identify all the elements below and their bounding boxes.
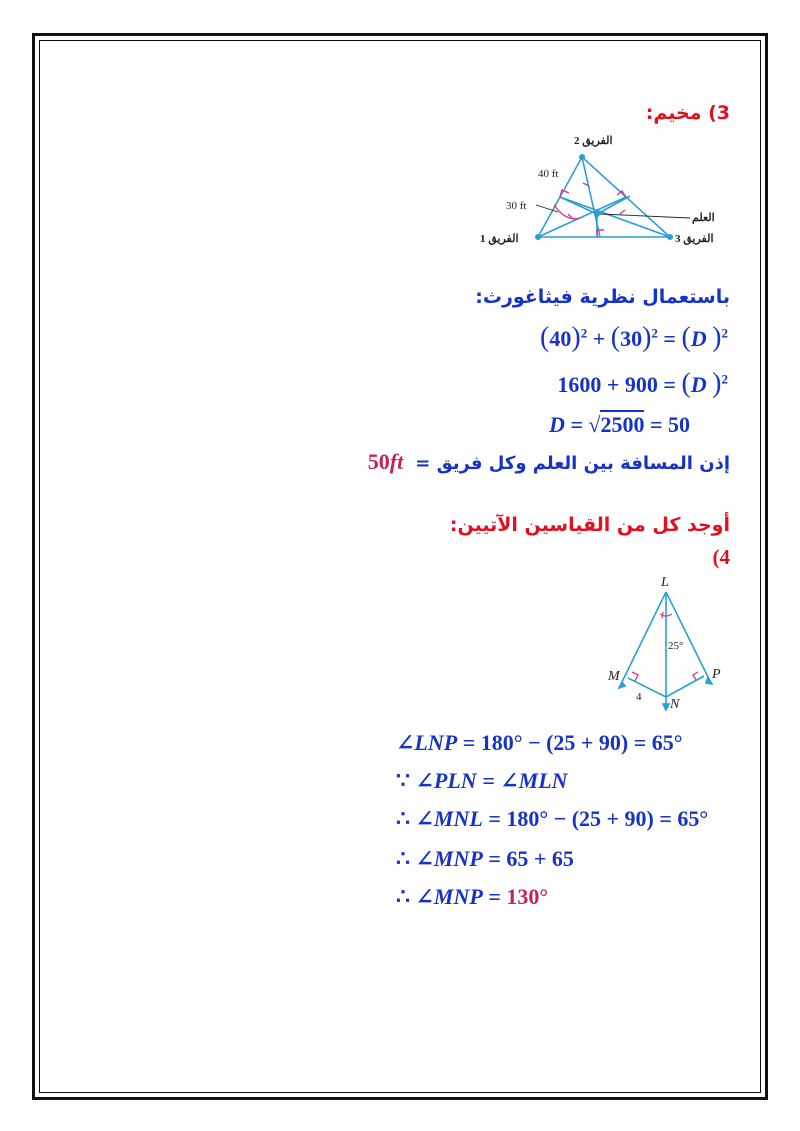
step-3-angle: ∠MNL <box>415 806 483 831</box>
team2-point <box>579 154 585 160</box>
label-N: N <box>670 697 680 712</box>
final-answer: 130° <box>506 884 549 909</box>
conclusion-text: إذن المسافة بين العلم وكل فريق = <box>415 453 730 474</box>
step-1-angle: ∠LNP <box>396 730 458 755</box>
team3-point <box>667 234 673 240</box>
label-M: M <box>608 669 620 684</box>
conclusion-value: 50ft <box>367 449 404 474</box>
side-4-label: 4 <box>636 691 642 703</box>
section4-number: (4 <box>712 545 730 569</box>
angle-25-label: 25° <box>668 640 684 652</box>
section3-heading: 3) مخيم: <box>645 102 730 124</box>
step-5-expr: = <box>482 884 507 909</box>
team3-label: الفريق 3 <box>675 233 714 245</box>
step-3: ∴ ∠MNL = 180° − (25 + 90) = 65° <box>396 806 709 831</box>
flag-point <box>594 211 600 217</box>
step-4-expr: = 65 + 65 <box>482 846 574 871</box>
step-4: ∴ ∠MNP = 65 + 65 <box>396 846 574 871</box>
equation-1: $(40)^2 + (30)^2 = (D$ )$^2$ <box>540 322 728 353</box>
equation-2: 1600 + 900 = (D )$^2$ <box>557 368 728 399</box>
pythagoras-heading: باستعمال نظرية فيثاغورث: <box>475 286 730 308</box>
step-5: ∴ ∠MNP = 130° <box>396 884 549 909</box>
equation-3-lhs: D = <box>548 412 589 437</box>
len40-label: 40 ft <box>538 168 559 180</box>
section4-heading: أوجد كل من القياسين الآتيين: <box>449 514 730 536</box>
step-1 <box>396 730 683 756</box>
team2-label: الفريق 2 <box>574 135 613 147</box>
step-5-angle: ∠MNP <box>415 884 483 909</box>
len30-label: 30 ft <box>506 200 527 212</box>
step-2: ∵ ∠PLN = ∠MLN <box>396 768 568 793</box>
label-P: P <box>712 667 721 682</box>
step-3-expr: = 180° − (25 + 90) = 65° <box>482 806 709 831</box>
team1-label: الفريق 1 <box>480 233 519 245</box>
equation-3: D = √2500 = 50 <box>548 412 690 437</box>
equation-2-lhs: 1600 + 900 = <box>557 372 682 397</box>
conclusion-line <box>368 449 730 475</box>
kite-figure <box>600 572 730 722</box>
equation-3-rhs: = 50 <box>644 412 690 437</box>
label-L: L <box>661 575 669 590</box>
flag-label: العلم <box>692 212 715 224</box>
step-1-expr: = 180° − (25 + 90) = 65° <box>457 730 683 755</box>
step-2-expr: = ∠MLN <box>476 768 568 793</box>
equation-3-root: 2500 <box>600 412 645 437</box>
step-2-angle: ∠PLN <box>415 768 477 793</box>
camp-triangle-figure <box>470 130 730 250</box>
step-4-angle: ∠MNP <box>415 846 483 871</box>
team1-point <box>535 234 541 240</box>
